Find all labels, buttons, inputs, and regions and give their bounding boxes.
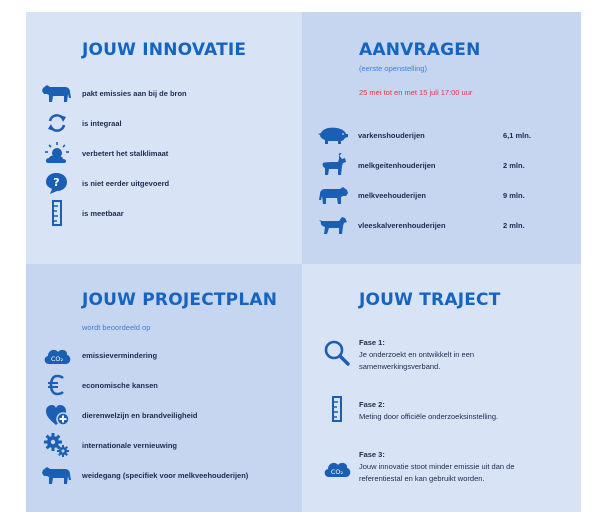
projectplan-item: internationale vernieuwing — [40, 432, 177, 458]
aanvragen-subtitle: (eerste openstelling) — [359, 64, 427, 73]
traject-title: JOUW TRAJECT — [359, 290, 501, 310]
innovatie-item: ? is niet eerder uitgevoerd — [40, 170, 169, 196]
aanvragen-row: varkenshouderijen — [316, 122, 425, 148]
projectplan-item: economische kansen — [40, 372, 158, 398]
calf-icon — [316, 212, 350, 238]
cycle-arrows-icon — [40, 110, 74, 136]
svg-text:CO₂: CO₂ — [50, 355, 64, 363]
ruler-icon — [40, 200, 74, 226]
aanvragen-row: melkveehouderijen — [316, 182, 426, 208]
traject-phase: Fase 3: Jouw innovatie stoot minder emissie uit dan de referentiestal en kan gebruikt worden. — [359, 450, 515, 483]
magnifier-icon — [320, 340, 354, 366]
projectplan-item: dierenwelzijn en brandveiligheid — [40, 402, 197, 428]
aanvragen-amount: 9 mln. — [503, 191, 525, 200]
projectplan-subtitle: wordt beoordeeld op — [82, 323, 151, 332]
traject-phase: Fase 2: Meting door officiële onderzoeksinstelling. — [359, 400, 499, 421]
pig-icon — [316, 122, 350, 148]
co2-cloud-icon — [320, 455, 354, 481]
innovatie-item: pakt emissies aan bij de bron — [40, 80, 187, 106]
aanvragen-amount: 2 mln. — [503, 161, 525, 170]
aanvragen-period: 25 mei tot en met 15 juli 17:00 uur — [359, 88, 473, 97]
goat-icon — [316, 152, 350, 178]
innovatie-item: is integraal — [40, 110, 122, 136]
aanvragen-row: vleeskalverenhouderijen — [316, 212, 446, 238]
aanvragen-amount: 2 mln. — [503, 221, 525, 230]
projectplan-title: JOUW PROJECTPLAN — [82, 290, 278, 310]
sun-cloud-icon — [40, 140, 74, 166]
innovatie-title: JOUW INNOVATIE — [82, 40, 247, 60]
gears-icon — [40, 432, 74, 458]
cow-icon — [40, 80, 74, 106]
svg-text:?: ? — [53, 176, 60, 189]
co2-cloud-icon — [40, 342, 74, 368]
question-bubble-icon — [40, 170, 74, 196]
projectplan-item: CO₂ emissievermindering — [40, 342, 157, 368]
ruler-icon — [320, 396, 354, 422]
cow-icon — [316, 182, 350, 208]
aanvragen-row: melkgeitenhouderijen — [316, 152, 436, 178]
innovatie-item: verbetert het stalklimaat — [40, 140, 168, 166]
euro-icon — [40, 372, 74, 398]
innovatie-item: is meetbaar — [40, 200, 124, 226]
aanvragen-amount: 6,1 mln. — [503, 131, 531, 140]
heart-plus-icon — [40, 402, 74, 428]
traject-phase: Fase 1: Je onderzoekt en ontwikkelt in een samenwerkingsverband. — [359, 338, 475, 371]
aanvragen-title: AANVRAGEN — [359, 40, 481, 60]
cow-icon — [40, 462, 74, 488]
svg-text:CO₂: CO₂ — [330, 468, 344, 476]
projectplan-item: weidegang (specifiek voor melkveehouderijen) — [40, 462, 248, 488]
